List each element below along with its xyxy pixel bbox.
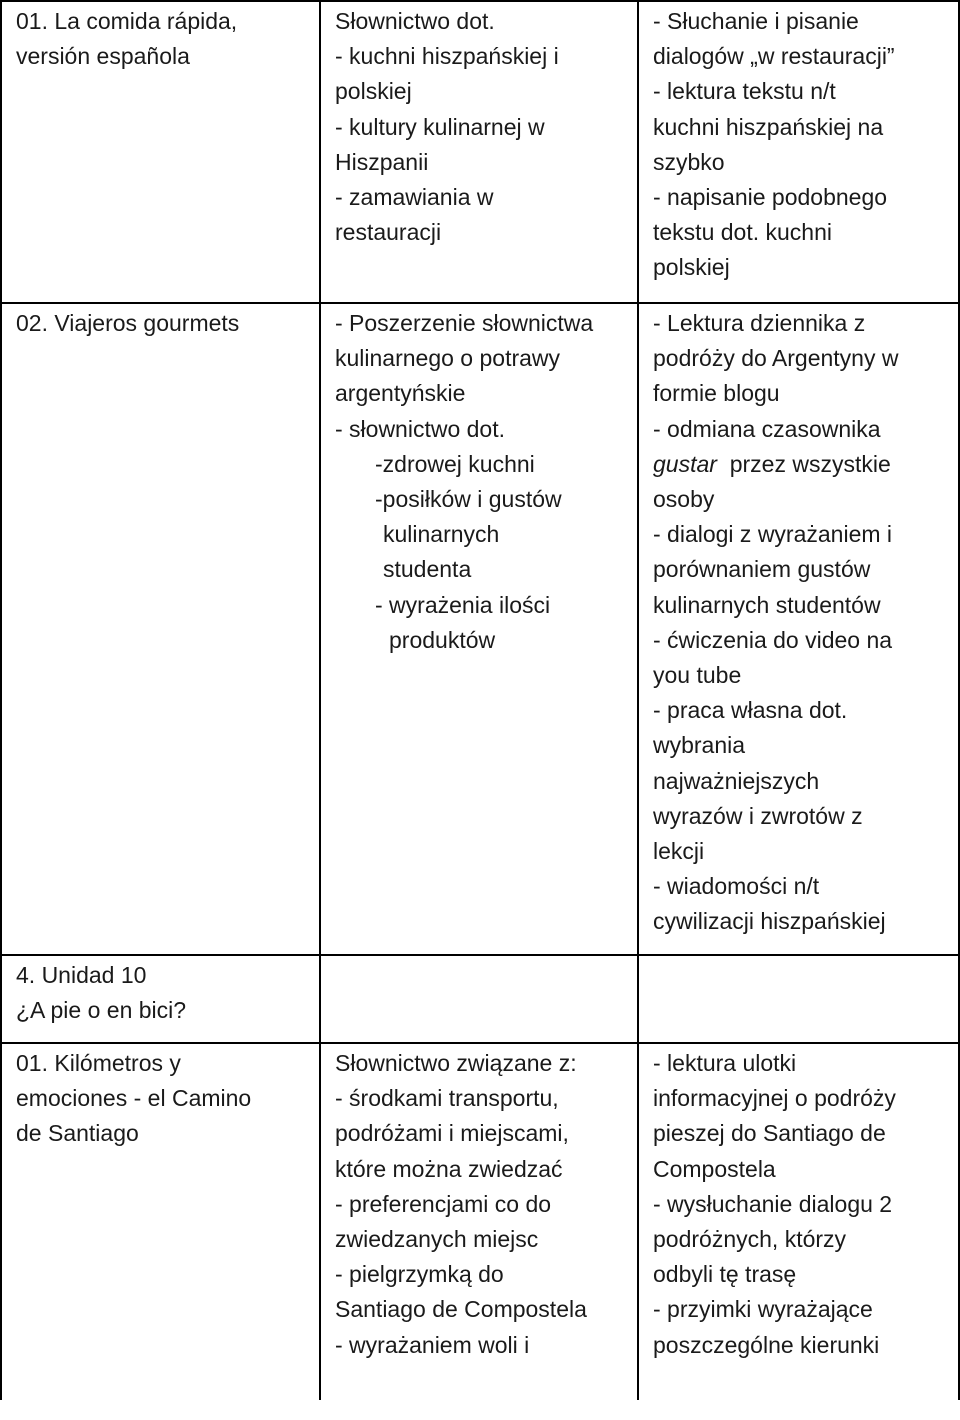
skills-line: you tube	[653, 662, 742, 689]
topic-line: 02. Viajeros gourmets	[16, 310, 240, 336]
skills-line: odbyli tę trasę	[653, 1261, 797, 1288]
vocab-line: - preferencjami co do	[335, 1190, 552, 1217]
vocab-line: - wyrażenia ilości	[375, 591, 551, 618]
vocabulary-cell	[320, 303, 638, 955]
vocab-line: - środkami transportu,	[335, 1085, 559, 1112]
unit-header-cell	[1, 955, 320, 1043]
table-row	[1, 1043, 959, 1400]
vocab-line: restauracji	[335, 219, 442, 246]
vocab-line: podróżami i miejscami,	[335, 1120, 569, 1147]
vocab-line: polskiej	[335, 78, 412, 105]
skills-line: osoby	[653, 486, 715, 513]
topic-cell	[1, 303, 320, 955]
vocab-line: kulinarnych	[383, 521, 500, 548]
topic-line: 01. Kilómetros y	[16, 1050, 181, 1077]
skills-line: Compostela	[653, 1155, 776, 1182]
vocabulary-cell	[320, 1043, 638, 1400]
unit-title: 4. Unidad 10	[16, 961, 147, 988]
vocab-line: Santiago de Compostela	[335, 1296, 587, 1323]
skills-line: - Słuchanie i pisanie	[653, 8, 859, 34]
skills-line: - napisanie podobnego	[653, 184, 888, 211]
skills-line: najważniejszych	[653, 767, 820, 794]
skills-line: pieszej do Santiago de	[653, 1120, 886, 1147]
topic-line: versión española	[16, 43, 190, 70]
skills-line: podróży do Argentyny w	[653, 345, 899, 372]
table-row	[1, 1, 959, 303]
vocab-line: - wyrażaniem woli i	[335, 1331, 530, 1358]
skills-line: polskiej	[653, 254, 730, 281]
vocab-line: - zamawiania w	[335, 184, 494, 211]
skills-line: cywilizacji hiszpańskiej	[653, 908, 886, 935]
vocab-line: produktów	[389, 626, 496, 653]
skills-line: - Lektura dziennika z	[653, 310, 866, 336]
skills-line	[653, 447, 948, 482]
vocab-line: kulinarnego o potrawy	[335, 345, 561, 372]
unit-subtitle: ¿A pie o en bici?	[16, 996, 187, 1023]
table-row	[1, 303, 959, 955]
skills-line-rest: przez wszystkie	[729, 450, 891, 477]
vocab-line: -zdrowej kuchni	[375, 450, 535, 477]
topic-cell	[1, 1, 320, 303]
skills-cell	[638, 303, 959, 955]
empty-cell	[320, 955, 638, 1043]
skills-line: wybrania	[653, 732, 746, 759]
topic-cell	[1, 1043, 320, 1400]
skills-line: - wiadomości n/t	[653, 873, 820, 900]
vocab-line: Hiszpanii	[335, 148, 429, 175]
skills-line: - lektura ulotki	[653, 1050, 797, 1077]
skills-line: - odmiana czasownika	[653, 415, 881, 442]
empty-cell	[638, 955, 959, 1043]
skills-line: porównaniem gustów	[653, 556, 871, 583]
skills-line: informacyjnej o podróży	[653, 1085, 896, 1112]
skills-line: podróżnych, którzy	[653, 1226, 847, 1253]
skills-line: - lektura tekstu n/t	[653, 78, 836, 105]
skills-cell	[638, 1043, 959, 1400]
vocab-line: - Poszerzenie słownictwa	[335, 310, 594, 336]
table-row	[1, 955, 959, 1043]
vocab-line: Słownictwo dot.	[335, 8, 495, 34]
vocab-line: -posiłków i gustów	[375, 486, 562, 513]
skills-line: formie blogu	[653, 380, 780, 407]
vocab-line: zwiedzanych miejsc	[335, 1226, 539, 1253]
verb-gustar: gustar	[653, 450, 717, 477]
vocabulary-cell	[320, 1, 638, 303]
vocab-line: - kultury kulinarnej w	[335, 113, 545, 140]
topic-line: de Santiago	[16, 1120, 139, 1147]
skills-line: lekcji	[653, 838, 705, 865]
vocab-line: - pielgrzymką do	[335, 1261, 504, 1288]
skills-line: kuchni hiszpańskiej na	[653, 113, 884, 140]
vocab-line: argentyńskie	[335, 380, 466, 407]
vocab-line: - słownictwo dot.	[335, 415, 506, 442]
vocab-line: - kuchni hiszpańskiej i	[335, 43, 559, 70]
skills-cell	[638, 1, 959, 303]
skills-line: - dialogi z wyrażaniem i	[653, 521, 893, 548]
topic-line: emociones - el Camino	[16, 1085, 252, 1112]
vocab-line: które można zwiedzać	[335, 1155, 563, 1182]
skills-line: tekstu dot. kuchni	[653, 219, 832, 246]
topic-line: 01. La comida rápida,	[16, 8, 238, 34]
skills-line: - ćwiczenia do video na	[653, 626, 893, 653]
vocab-line: Słownictwo związane z:	[335, 1050, 577, 1077]
skills-line: poszczególne kierunki	[653, 1331, 880, 1358]
skills-line: szybko	[653, 148, 725, 175]
skills-line: - wysłuchanie dialogu 2	[653, 1190, 893, 1217]
skills-line: wyrazów i zwrotów z	[653, 802, 863, 829]
skills-line: - praca własna dot.	[653, 697, 848, 724]
vocab-line: studenta	[383, 556, 472, 583]
skills-line: kulinarnych studentów	[653, 591, 881, 618]
skills-line: - przyimki wyrażające	[653, 1296, 873, 1323]
skills-line: dialogów „w restauracji”	[653, 43, 895, 70]
